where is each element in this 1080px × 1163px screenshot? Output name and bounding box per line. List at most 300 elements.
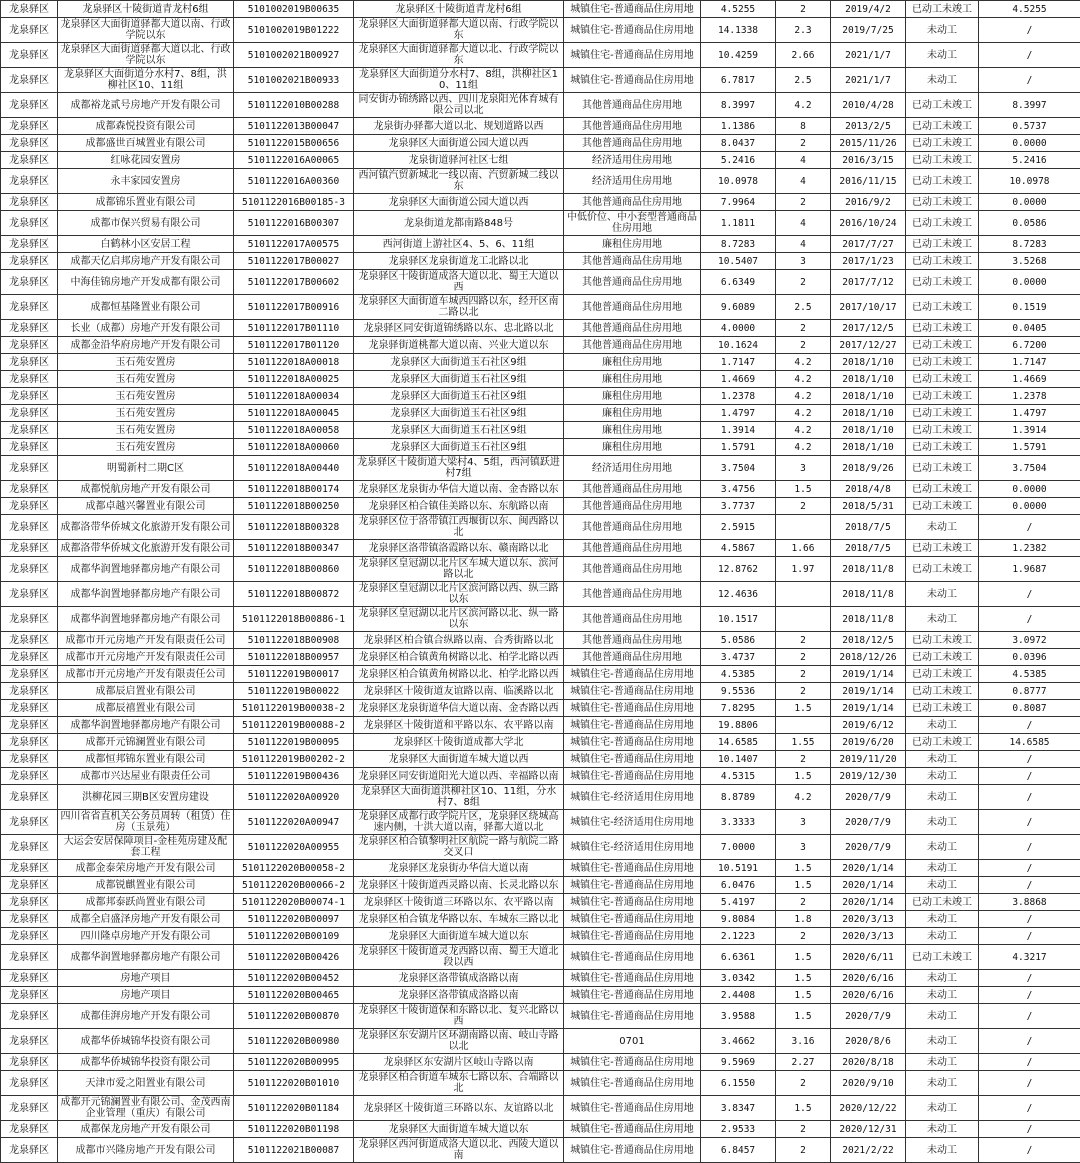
cell-area: 10.5407	[701, 253, 776, 270]
cell-built-area: /	[979, 607, 1080, 632]
cell-land-code: 5101002019B01222	[234, 18, 354, 43]
cell-land-code: 5101122018B00174	[234, 481, 354, 498]
cell-plot-ratio: 2.3	[776, 18, 831, 43]
cell-project: 成都恒邦锦东置业有限公司	[58, 751, 234, 768]
cell-plot-ratio: 3	[776, 456, 831, 481]
cell-status: 未动工	[906, 68, 979, 93]
cell-location: 西河街道上游社区4、5、6、11组	[354, 236, 564, 253]
cell-status: 已动工未竣工	[906, 337, 979, 354]
cell-area: 14.1338	[701, 18, 776, 43]
cell-land-code: 5101122017A00575	[234, 236, 354, 253]
cell-land-code: 5101122016B00185-3	[234, 194, 354, 211]
cell-location: 龙泉驿区龙泉街办华信大道以南	[354, 860, 564, 877]
cell-project: 龙泉驿区大面街道分水村7、8组，洪柳社区10、11组	[58, 68, 234, 93]
cell-project: 玉石苑安置房	[58, 405, 234, 422]
cell-land-code: 5101122018A00034	[234, 388, 354, 405]
cell-project: 成都市开元房地产开发有限责任公司	[58, 632, 234, 649]
cell-district: 龙泉驿区	[1, 911, 58, 928]
cell-district: 龙泉驿区	[1, 649, 58, 666]
cell-location: 龙泉驿区同安街道阳光大道以西、幸福路以南	[354, 768, 564, 785]
cell-plot-ratio: 2	[776, 1071, 831, 1096]
cell-status: 已动工未竣工	[906, 354, 979, 371]
cell-plot-ratio: 4.2	[776, 785, 831, 810]
cell-location: 龙泉驿区同安街道锦绣路以东、忠北路以北	[354, 320, 564, 337]
cell-location: 龙泉驿区大面街道玉石社区9组	[354, 371, 564, 388]
cell-status: 未动工	[906, 987, 979, 1004]
cell-plot-ratio: 2	[776, 498, 831, 515]
cell-district: 龙泉驿区	[1, 1004, 58, 1029]
cell-land-code: 5101122020B00452	[234, 970, 354, 987]
cell-plot-ratio: 1.97	[776, 557, 831, 582]
cell-project: 成都开元锦澜置业有限公司	[58, 734, 234, 751]
cell-status: 已动工未竣工	[906, 557, 979, 582]
cell-land-use: 城镇住宅-普通商品住房用地	[564, 700, 701, 717]
table-row	[1, 683, 1080, 700]
cell-land-use: 其他普通商品住房用地	[564, 515, 701, 540]
cell-land-use: 其他普通商品住房用地	[564, 481, 701, 498]
cell-date: 2018/5/31	[831, 498, 906, 515]
cell-district: 龙泉驿区	[1, 422, 58, 439]
table-row	[1, 607, 1080, 632]
cell-built-area: 3.0972	[979, 632, 1080, 649]
cell-district: 龙泉驿区	[1, 515, 58, 540]
cell-land-code: 5101122016B00307	[234, 211, 354, 236]
cell-district: 龙泉驿区	[1, 18, 58, 43]
cell-project: 成都华侨城锦华投资有限公司	[58, 1029, 234, 1054]
cell-built-area: 4.5255	[979, 1, 1080, 18]
cell-built-area: 4.5385	[979, 666, 1080, 683]
cell-area: 3.9588	[701, 1004, 776, 1029]
cell-plot-ratio: 2	[776, 632, 831, 649]
cell-project: 明蜀新村二期C区	[58, 456, 234, 481]
cell-date: 2020/12/31	[831, 1121, 906, 1138]
cell-land-use: 城镇住宅-普通商品住房用地	[564, 751, 701, 768]
cell-location: 龙泉驿区十陵街道西灵路以南、长灵北路以东	[354, 877, 564, 894]
cell-project: 房地产项目	[58, 987, 234, 1004]
cell-date: 2020/1/14	[831, 894, 906, 911]
cell-plot-ratio: 1.5	[776, 1004, 831, 1029]
cell-land-use: 廉租住房用地	[564, 354, 701, 371]
cell-land-use: 城镇住宅-普通商品住房用地	[564, 1121, 701, 1138]
cell-land-code: 5101122020B00066-2	[234, 877, 354, 894]
cell-status: 已动工未竣工	[906, 540, 979, 557]
cell-land-code: 5101122020A00947	[234, 810, 354, 835]
cell-area: 1.4669	[701, 371, 776, 388]
cell-location: 龙泉驿区皇冠湖以北片区车城大道以东、滨河路以北	[354, 557, 564, 582]
cell-location: 龙泉驿区皇冠湖以北片区滨河路以北、纵一路以东	[354, 607, 564, 632]
cell-plot-ratio: 2.27	[776, 1054, 831, 1071]
table-row	[1, 211, 1080, 236]
table-body	[1, 1, 1080, 1163]
cell-area: 1.2378	[701, 388, 776, 405]
table-row	[1, 354, 1080, 371]
cell-built-area: /	[979, 582, 1080, 607]
table-row	[1, 717, 1080, 734]
cell-date: 2020/12/22	[831, 1096, 906, 1121]
cell-area: 12.4636	[701, 582, 776, 607]
table-row	[1, 582, 1080, 607]
cell-location: 龙泉驿区西河街道成洛大道以北、西陵大道以南	[354, 1138, 564, 1163]
cell-district: 龙泉驿区	[1, 835, 58, 860]
cell-district: 龙泉驿区	[1, 945, 58, 970]
cell-location: 龙泉驿区柏合镇龙华路以东、车城东三路以北	[354, 911, 564, 928]
cell-built-area: 4.3217	[979, 945, 1080, 970]
cell-status: 已动工未竣工	[906, 422, 979, 439]
table-row	[1, 18, 1080, 43]
cell-plot-ratio: 3	[776, 253, 831, 270]
cell-land-use: 城镇住宅-普通商品住房用地	[564, 894, 701, 911]
table-row	[1, 540, 1080, 557]
cell-land-use: 城镇住宅-普通商品住房用地	[564, 18, 701, 43]
cell-land-code: 5101122020B00074-1	[234, 894, 354, 911]
cell-project: 白鹤林小区安居工程	[58, 236, 234, 253]
cell-land-use: 其他普通商品住房用地	[564, 118, 701, 135]
cell-location: 龙泉驿区大面街道洪柳社区10、11组，分水村7、8组	[354, 785, 564, 810]
cell-land-use: 城镇住宅-普通商品住房用地	[564, 1, 701, 18]
cell-status: 已动工未竣工	[906, 194, 979, 211]
cell-area: 7.8295	[701, 700, 776, 717]
cell-land-use: 其他普通商品住房用地	[564, 270, 701, 295]
cell-area: 14.6585	[701, 734, 776, 751]
cell-status: 已动工未竣工	[906, 320, 979, 337]
cell-status: 未动工	[906, 970, 979, 987]
table-row	[1, 1004, 1080, 1029]
cell-location: 龙泉驿区柏合镇黎明社区航院一路与航院二路交叉口	[354, 835, 564, 860]
cell-built-area: 1.2382	[979, 540, 1080, 557]
cell-plot-ratio: 4	[776, 236, 831, 253]
cell-land-code: 5101122018B00328	[234, 515, 354, 540]
cell-area: 10.5191	[701, 860, 776, 877]
cell-area: 2.5915	[701, 515, 776, 540]
cell-area: 10.1517	[701, 607, 776, 632]
cell-location: 龙泉驿区成都行政学院片区，龙泉驿区绕城高速内侧，十洪大道以南，驿都大道以北	[354, 810, 564, 835]
cell-built-area: /	[979, 928, 1080, 945]
cell-land-code: 5101122019B00202-2	[234, 751, 354, 768]
cell-project: 成都市开元房地产开发有限责任公司	[58, 649, 234, 666]
cell-built-area: 0.0586	[979, 211, 1080, 236]
cell-plot-ratio: 1.5	[776, 970, 831, 987]
cell-area: 9.8084	[701, 911, 776, 928]
cell-district: 龙泉驿区	[1, 894, 58, 911]
cell-district: 龙泉驿区	[1, 751, 58, 768]
cell-status: 已动工未竣工	[906, 388, 979, 405]
cell-date: 2021/2/22	[831, 1138, 906, 1163]
cell-location: 龙泉驿区十陵街道大梁村4、5组，西河镇跃进村7组	[354, 456, 564, 481]
cell-status: 已动工未竣工	[906, 236, 979, 253]
cell-status: 已动工未竣工	[906, 683, 979, 700]
cell-date: 2021/1/7	[831, 43, 906, 68]
cell-area: 10.4259	[701, 43, 776, 68]
cell-land-code: 5101122017B01120	[234, 337, 354, 354]
cell-district: 龙泉驿区	[1, 270, 58, 295]
cell-location: 龙泉驿区柏合镇合纵路以南、合秀街路以北	[354, 632, 564, 649]
cell-built-area: /	[979, 1054, 1080, 1071]
cell-date: 2018/11/8	[831, 607, 906, 632]
cell-built-area: /	[979, 970, 1080, 987]
cell-status: 未动工	[906, 18, 979, 43]
cell-project: 龙泉驿区大面街道驿都大道以北、行政学院以东	[58, 43, 234, 68]
cell-built-area: /	[979, 987, 1080, 1004]
cell-project: 玉石苑安置房	[58, 371, 234, 388]
cell-land-use: 城镇住宅-普通商品住房用地	[564, 945, 701, 970]
cell-project: 成都全启盛泽房地产开发有限公司	[58, 911, 234, 928]
cell-location: 龙泉驿区大面街道车城大道以西	[354, 751, 564, 768]
cell-area: 1.7147	[701, 354, 776, 371]
cell-land-use: 经济适用住房用地	[564, 456, 701, 481]
cell-district: 龙泉驿区	[1, 557, 58, 582]
cell-district: 龙泉驿区	[1, 1096, 58, 1121]
cell-district: 龙泉驿区	[1, 632, 58, 649]
cell-area: 19.8806	[701, 717, 776, 734]
cell-district: 龙泉驿区	[1, 169, 58, 194]
cell-status: 未动工	[906, 1096, 979, 1121]
cell-land-use: 城镇住宅-普通商品住房用地	[564, 1138, 701, 1163]
cell-location: 龙泉驿区大面街道玉石社区9组	[354, 354, 564, 371]
cell-built-area: /	[979, 1096, 1080, 1121]
cell-location: 龙泉驿区大面街道分水村7、8组，洪柳社区10、11组	[354, 68, 564, 93]
cell-project: 成都华侨城锦华投资有限公司	[58, 1054, 234, 1071]
cell-location: 龙泉驿区大面街道公园大道以西	[354, 135, 564, 152]
table-row	[1, 1138, 1080, 1163]
cell-district: 龙泉驿区	[1, 1, 58, 18]
cell-built-area: 3.7504	[979, 456, 1080, 481]
cell-area: 1.1386	[701, 118, 776, 135]
cell-land-use: 廉租住房用地	[564, 236, 701, 253]
table-row	[1, 1054, 1080, 1071]
cell-district: 龙泉驿区	[1, 43, 58, 68]
cell-project: 成都开元锦澜置业有限公司、金茂西南企业管理（重庆）有限公司	[58, 1096, 234, 1121]
cell-built-area: 0.5737	[979, 118, 1080, 135]
cell-status: 已动工未竣工	[906, 295, 979, 320]
cell-status: 已动工未竣工	[906, 894, 979, 911]
cell-date: 2020/9/10	[831, 1071, 906, 1096]
cell-district: 龙泉驿区	[1, 1121, 58, 1138]
cell-built-area: /	[979, 835, 1080, 860]
cell-plot-ratio: 4	[776, 211, 831, 236]
cell-district: 龙泉驿区	[1, 607, 58, 632]
cell-land-code: 5101122020B00426	[234, 945, 354, 970]
cell-status: 已动工未竣工	[906, 169, 979, 194]
cell-built-area: /	[979, 1029, 1080, 1054]
cell-area: 4.5867	[701, 540, 776, 557]
cell-land-code: 5101002019B00635	[234, 1, 354, 18]
table-row	[1, 236, 1080, 253]
cell-date: 2019/7/25	[831, 18, 906, 43]
table-row	[1, 295, 1080, 320]
cell-land-use: 其他普通商品住房用地	[564, 135, 701, 152]
cell-location: 龙泉驿区十陵街道三环路以东、农平路以南	[354, 894, 564, 911]
cell-status: 未动工	[906, 1004, 979, 1029]
cell-area: 8.7283	[701, 236, 776, 253]
cell-land-use: 其他普通商品住房用地	[564, 194, 701, 211]
cell-status: 未动工	[906, 582, 979, 607]
cell-location: 龙泉驿区柏合镇佳美路以东、东航路以南	[354, 498, 564, 515]
table-row	[1, 632, 1080, 649]
cell-land-use: 经济适用住房用地	[564, 169, 701, 194]
cell-land-use: 城镇住宅-经济适用住房用地	[564, 810, 701, 835]
cell-status: 已动工未竣工	[906, 945, 979, 970]
cell-project: 玉石苑安置房	[58, 422, 234, 439]
cell-district: 龙泉驿区	[1, 498, 58, 515]
cell-land-use: 其他普通商品住房用地	[564, 557, 701, 582]
cell-location: 龙泉驿区十陵街道保和东路以北、复兴北路以西	[354, 1004, 564, 1029]
cell-district: 龙泉驿区	[1, 371, 58, 388]
table-row	[1, 43, 1080, 68]
cell-location: 龙泉驿区柏合镇黄角树路以北、柏学北路以西	[354, 649, 564, 666]
table-row	[1, 152, 1080, 169]
cell-status: 未动工	[906, 515, 979, 540]
cell-area: 6.8457	[701, 1138, 776, 1163]
table-row	[1, 700, 1080, 717]
cell-plot-ratio: 2	[776, 194, 831, 211]
cell-district: 龙泉驿区	[1, 320, 58, 337]
cell-project: 成都洛带华侨城文化旅游开发有限公司	[58, 515, 234, 540]
cell-plot-ratio: 1.5	[776, 768, 831, 785]
cell-land-code: 5101122018B00250	[234, 498, 354, 515]
cell-project: 中海佳锦房地产开发成都有限公司	[58, 270, 234, 295]
cell-built-area: 0.0000	[979, 270, 1080, 295]
cell-date: 2020/1/14	[831, 860, 906, 877]
cell-land-use: 廉租住房用地	[564, 371, 701, 388]
cell-built-area: 3.5268	[979, 253, 1080, 270]
cell-status: 未动工	[906, 877, 979, 894]
cell-area: 3.8347	[701, 1096, 776, 1121]
cell-status: 已动工未竣工	[906, 439, 979, 456]
cell-date: 2019/1/14	[831, 683, 906, 700]
cell-land-code: 5101122020B00465	[234, 987, 354, 1004]
cell-district: 龙泉驿区	[1, 1071, 58, 1096]
cell-land-code: 5101122019B00017	[234, 666, 354, 683]
cell-plot-ratio: 2	[776, 649, 831, 666]
cell-date: 2016/9/2	[831, 194, 906, 211]
cell-project: 成都恒基隆置业有限公司	[58, 295, 234, 320]
table-row	[1, 118, 1080, 135]
cell-date: 2019/1/14	[831, 700, 906, 717]
cell-plot-ratio: 1.5	[776, 1096, 831, 1121]
cell-land-use: 城镇住宅-普通商品住房用地	[564, 43, 701, 68]
table-row	[1, 388, 1080, 405]
cell-status: 未动工	[906, 785, 979, 810]
cell-district: 龙泉驿区	[1, 405, 58, 422]
cell-built-area: 0.0000	[979, 498, 1080, 515]
cell-built-area: 0.0396	[979, 649, 1080, 666]
cell-project: 成都华润置地驿都房地产有限公司	[58, 945, 234, 970]
cell-status: 已动工未竣工	[906, 211, 979, 236]
cell-land-use: 城镇住宅-普通商品住房用地	[564, 1071, 701, 1096]
cell-district: 龙泉驿区	[1, 456, 58, 481]
cell-date: 2018/7/5	[831, 515, 906, 540]
cell-area: 1.1811	[701, 211, 776, 236]
cell-area: 1.5791	[701, 439, 776, 456]
cell-land-code: 5101122016A00360	[234, 169, 354, 194]
cell-location: 龙泉驿区龙泉街办华信大道以南、金杏路以东	[354, 481, 564, 498]
cell-plot-ratio: 1.5	[776, 860, 831, 877]
table-row	[1, 945, 1080, 970]
cell-district: 龙泉驿区	[1, 785, 58, 810]
cell-land-code: 5101122017B00916	[234, 295, 354, 320]
cell-built-area: 1.9687	[979, 557, 1080, 582]
cell-land-use: 城镇住宅-普通商品住房用地	[564, 683, 701, 700]
cell-land-use: 廉租住房用地	[564, 422, 701, 439]
cell-area: 12.8762	[701, 557, 776, 582]
cell-plot-ratio	[776, 582, 831, 607]
cell-location: 龙泉驿区洛带镇洛霞路以东、赣南路以北	[354, 540, 564, 557]
cell-project: 成都华润置地驿都房地产有限公司	[58, 557, 234, 582]
cell-land-code: 5101122018B00957	[234, 649, 354, 666]
cell-land-code: 5101122020B00097	[234, 911, 354, 928]
cell-date: 2020/8/18	[831, 1054, 906, 1071]
cell-built-area: 6.7200	[979, 337, 1080, 354]
cell-status: 已动工未竣工	[906, 135, 979, 152]
cell-plot-ratio: 4.2	[776, 439, 831, 456]
cell-plot-ratio: 2	[776, 1121, 831, 1138]
cell-location: 龙泉驿区柏合街道车城东七路以东、合端路以北	[354, 1071, 564, 1096]
cell-district: 龙泉驿区	[1, 700, 58, 717]
table-row	[1, 785, 1080, 810]
cell-land-code: 5101122017B00602	[234, 270, 354, 295]
cell-district: 龙泉驿区	[1, 1138, 58, 1163]
cell-date: 2020/7/9	[831, 810, 906, 835]
cell-status: 已动工未竣工	[906, 498, 979, 515]
cell-plot-ratio: 3	[776, 835, 831, 860]
cell-district: 龙泉驿区	[1, 860, 58, 877]
cell-land-use: 其他普通商品住房用地	[564, 540, 701, 557]
table-row	[1, 135, 1080, 152]
cell-plot-ratio: 2.5	[776, 295, 831, 320]
table-row	[1, 877, 1080, 894]
cell-land-code: 5101122018B00872	[234, 582, 354, 607]
cell-area: 2.4408	[701, 987, 776, 1004]
cell-date: 2020/7/9	[831, 785, 906, 810]
cell-plot-ratio: 1.5	[776, 700, 831, 717]
cell-project: 房地产项目	[58, 970, 234, 987]
cell-land-code: 5101122021B00087	[234, 1138, 354, 1163]
cell-location: 龙泉驿区大面街道玉石社区9组	[354, 422, 564, 439]
cell-land-use: 城镇住宅-普通商品住房用地	[564, 768, 701, 785]
cell-area: 5.2416	[701, 152, 776, 169]
cell-land-code: 5101122018B00347	[234, 540, 354, 557]
cell-area: 9.6089	[701, 295, 776, 320]
cell-area: 6.6349	[701, 270, 776, 295]
cell-date: 2018/12/26	[831, 649, 906, 666]
cell-date: 2019/6/12	[831, 717, 906, 734]
cell-built-area: /	[979, 43, 1080, 68]
cell-area: 3.7504	[701, 456, 776, 481]
cell-district: 龙泉驿区	[1, 481, 58, 498]
cell-project: 洪柳花园三期B区安置房建设	[58, 785, 234, 810]
cell-location: 龙泉街办驿都大道以北、规划道路以西	[354, 118, 564, 135]
cell-built-area: /	[979, 860, 1080, 877]
cell-land-use: 廉租住房用地	[564, 388, 701, 405]
cell-built-area: /	[979, 877, 1080, 894]
cell-location: 龙泉驿区大面街道驿都大道以北、行政学院以东	[354, 43, 564, 68]
cell-date: 2010/4/28	[831, 93, 906, 118]
cell-district: 龙泉驿区	[1, 717, 58, 734]
cell-district: 龙泉驿区	[1, 582, 58, 607]
cell-district: 龙泉驿区	[1, 68, 58, 93]
cell-built-area: /	[979, 1004, 1080, 1029]
cell-district: 龙泉驿区	[1, 354, 58, 371]
cell-built-area: /	[979, 515, 1080, 540]
cell-area: 7.9964	[701, 194, 776, 211]
cell-project: 玉石苑安置房	[58, 439, 234, 456]
cell-district: 龙泉驿区	[1, 211, 58, 236]
cell-project: 成都市保兴贸易有限公司	[58, 211, 234, 236]
cell-project: 成都天亿启邦房地产开发有限公司	[58, 253, 234, 270]
cell-land-use: 其他普通商品住房用地	[564, 632, 701, 649]
cell-date: 2016/3/15	[831, 152, 906, 169]
cell-project: 成都锦乐置业有限公司	[58, 194, 234, 211]
